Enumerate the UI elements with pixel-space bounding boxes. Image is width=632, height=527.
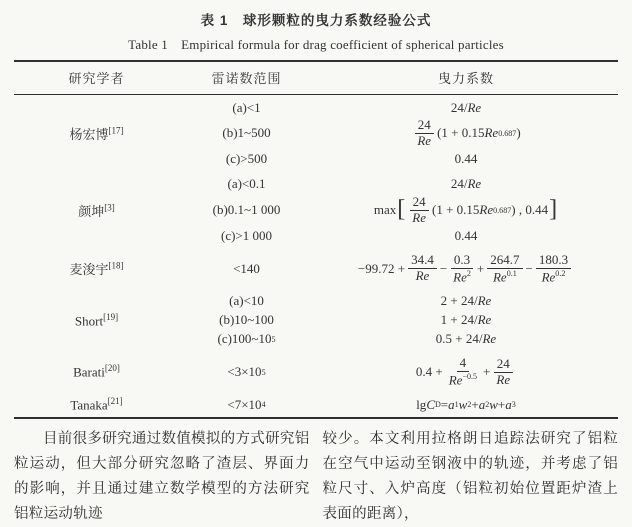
author-name: Short <box>74 313 104 329</box>
author-name: 颜坤 <box>78 203 105 219</box>
fraction: $\frac{24}{Re}$ <box>493 357 513 388</box>
author-cell <box>14 312 179 329</box>
reynolds-range: <3×10 5 <box>227 364 266 380</box>
fraction: $\frac{24}{Re}$ <box>409 195 429 226</box>
author-cell <box>14 363 179 380</box>
fraction: $\frac{24}{Re}$ <box>414 118 434 149</box>
table-header-row <box>14 62 618 95</box>
table-row <box>14 289 618 352</box>
column-header-researcher: 研究学者 <box>68 71 125 86</box>
reynolds-range: (a)<1 <box>232 99 261 115</box>
author-cell <box>14 201 179 220</box>
reference-superscript: [18] <box>108 261 124 272</box>
body-paragraphs <box>14 427 618 527</box>
drag-formula: $\frac{24}{Re}$ (1 + 0.15 Re 0.687 ) <box>314 117 618 150</box>
fraction: $\frac{180.3}{Re^{0.2}}$ <box>536 253 571 285</box>
fraction: $\frac{4}{Re^{-0.5}}$ <box>448 354 478 388</box>
reference-superscript: [19] <box>103 311 119 322</box>
reynolds-range: (a)<0.1 <box>227 176 266 192</box>
column-header-drag-coefficient: 曳力系数 <box>437 71 494 86</box>
table-row <box>14 95 618 172</box>
reference-superscript: [3] <box>104 202 115 213</box>
fraction: $\frac{0.3}{Re^2}$ <box>450 253 474 285</box>
table-title-english: Table 1 Empirical formula for drag coefficient of spherical particles <box>128 37 504 52</box>
author-name: Barati <box>73 364 105 380</box>
drag-formula: 24/ Re <box>450 176 482 192</box>
drag-formula: 2 + 24/ Re <box>440 293 492 309</box>
reference-superscript: [21] <box>107 395 123 406</box>
fraction: $\frac{264.7}{Re^{0.1}}$ <box>487 253 522 285</box>
reynolds-range: <7×10 4 <box>227 396 266 412</box>
reynolds-range: (c)>1 000 <box>220 228 272 244</box>
drag-formula: 0.4 + $\frac{4}{Re^{-0.5}}$ + $\frac{24}{Re}$ <box>314 355 618 389</box>
reynolds-range: (c)>500 <box>225 151 268 167</box>
reynolds-range: <140 <box>233 260 260 276</box>
reference-superscript: [20] <box>104 363 120 374</box>
drag-formula: max [ $\frac{24}{Re}$ (1 + 0.15 Re 0.687 ) , 0.44 ] <box>373 193 558 225</box>
table-row <box>14 172 618 249</box>
drag-formula: −99.72 + $\frac{34.4}{Re}$ − $\frac{0.3}{Re^2}$ + $\frac{264.7}{Re^{0.1}}$ − $\frac{180.3}{Re^{0.2}}$ <box>314 252 618 286</box>
reynolds-range: (b)0.1~1 000 <box>212 202 281 218</box>
fraction: $\frac{34.4}{Re}$ <box>408 253 437 284</box>
reynolds-range: (b)1~500 <box>222 125 271 141</box>
drag-formula: 24/ Re <box>450 99 482 115</box>
column-header-reynolds-range: 雷诺数范围 <box>211 71 282 86</box>
drag-formula: 1 + 24/ Re <box>440 312 492 328</box>
reynolds-range: (b)10~100 <box>219 312 274 328</box>
drag-coefficient-table <box>14 60 618 419</box>
table-body <box>14 95 618 417</box>
drag-formula: 0.5 + 24/ Re <box>435 331 497 347</box>
reference-superscript: [17] <box>108 125 124 136</box>
author-name: 麦浚宇 <box>69 262 109 278</box>
author-cell <box>14 124 179 143</box>
drag-formula: 0.44 <box>454 228 478 244</box>
table-row <box>14 249 618 289</box>
drag-formula: 0.44 <box>454 151 478 167</box>
drag-formula: lg C D = a 1 w 2 + a 2 w + a 3 <box>416 396 516 412</box>
reynolds-range: (c)100~10 5 <box>217 331 276 347</box>
table-row <box>14 392 618 417</box>
paragraph-left-column: 目前很多研究通过数值模拟的方式研究铝粒运动，但大部分研究忽略了渣层、界面力的影响，并且通过建立数学模型的方法研究铝粒运动轨迹 <box>14 431 310 523</box>
table-title-chinese: 表 1 球形颗粒的曳力系数经验公式 <box>200 13 432 28</box>
author-name: Tanaka <box>70 397 108 413</box>
reynolds-range: (a)<10 <box>229 293 264 309</box>
paragraph-right-column: 较少。本文利用拉格朗日追踪法研究了铝粒在空气中运动至钢液中的轨迹，并考虑了铝粒尺寸、入炉高度（铝粒初始位置距炉渣上表面的距离）， <box>322 431 618 523</box>
table-row <box>14 352 618 392</box>
author-cell <box>14 396 179 413</box>
author-cell <box>14 259 179 278</box>
author-name: 杨宏博 <box>69 126 109 142</box>
